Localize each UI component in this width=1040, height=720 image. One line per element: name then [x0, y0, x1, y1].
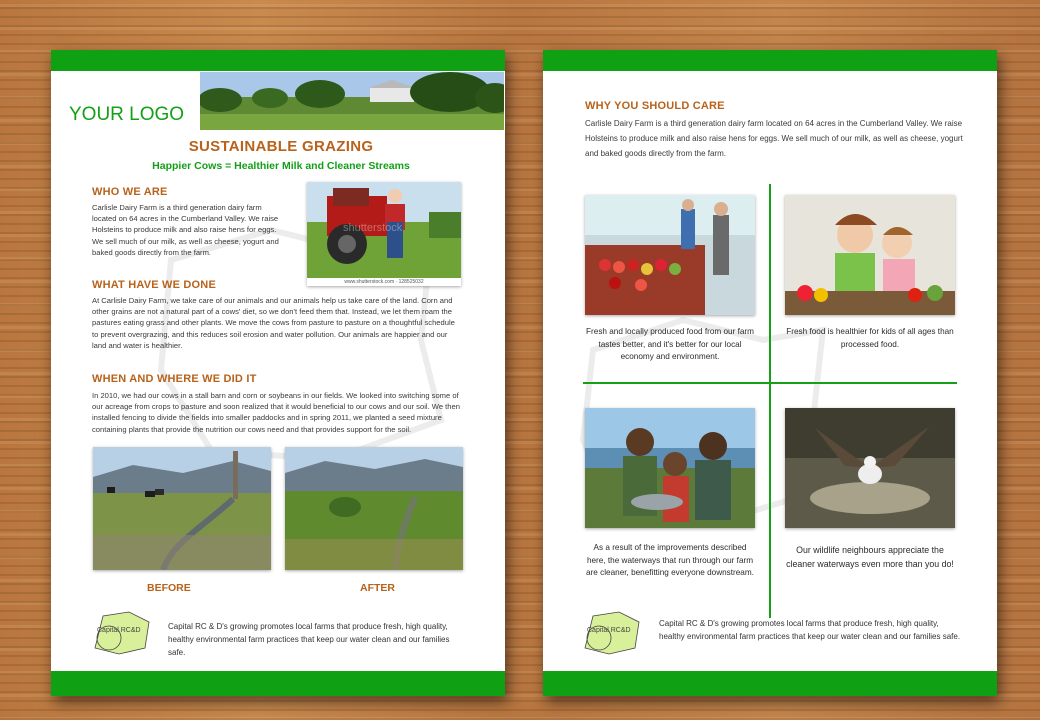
- what-have-we-done-heading: WHAT HAVE WE DONE: [92, 279, 216, 291]
- your-logo-placeholder: YOUR LOGO: [69, 104, 185, 125]
- page-title: SUSTAINABLE GRAZING: [188, 138, 374, 155]
- small-logo-text: Capital RC&D: [587, 627, 631, 634]
- bottom-green-band: [51, 671, 505, 696]
- stock-watermark: shutterstock: [343, 222, 403, 234]
- small-logo-text: Capital RC&D: [97, 627, 141, 634]
- when-and-where-heading: WHEN AND WHERE WE DID IT: [92, 373, 257, 385]
- why-care-intro: Carlisle Dairy Farm is a third generation dairy farm located on 64 acres in the Cumberland Valley. We raise Holsteins to produce milk and also raise hens for eggs. We sell much of our milk, as well as cheese, yogurt and baked goods directly from the farm.: [585, 119, 963, 158]
- who-we-are-text: Carlisle Dairy Farm is a third generation dairy farm located on 64 acres in the Cumberland Valley. We raise Holsteins to produce milk and also raise hens for eggs. We sell much of our milk, as well as cheese, yogurt and baked goods directly from the farm.: [92, 203, 279, 257]
- farmers-market-photo: [585, 195, 755, 315]
- quadrant-text-market: Fresh and locally produced food from our farm tastes better, and it's better for our local economy and environment.: [586, 327, 754, 361]
- grid-divider-vertical: [769, 184, 771, 618]
- quadrant-text-waterways: As a result of the improvements described here, the waterways that run through our farm are cleaner, benefitting everyone downstream.: [586, 543, 754, 577]
- capital-rcd-logo: [579, 608, 649, 663]
- when-and-where-text: In 2010, we had our cows in a stall barn and corn or soybeans in our fields. We looked into switching some of our acreage from crops to pasture and soon realized that it would beneficial to our cows and our soil. We then installed fencing to divide the fields into smaller paddocks and in spring 2011, we planted a seed mixture containing plants that provide the nutrition our cows need and that provides support for the soil.: [92, 391, 460, 434]
- footer-text: Capital RC & D's growing promotes local farms that produce fresh, high quality, healthy environmental farm practices that keep our water clean and our families safe.: [168, 622, 450, 657]
- after-photo: [285, 447, 463, 570]
- bottom-green-band: [543, 671, 997, 696]
- before-label: BEFORE: [147, 582, 191, 594]
- farm-landscape-photo: [200, 72, 504, 130]
- after-label: AFTER: [360, 582, 395, 594]
- top-green-band: [543, 50, 997, 71]
- before-photo: [93, 447, 271, 570]
- capital-rcd-logo: [89, 608, 159, 663]
- photo-credit: www.shutterstock.com · 128525032: [307, 278, 461, 286]
- left-page: [51, 50, 505, 696]
- who-we-are-heading: WHO WE ARE: [92, 186, 168, 198]
- grid-divider-horizontal: [583, 382, 957, 384]
- top-green-band: [51, 50, 505, 71]
- right-page: [543, 50, 997, 696]
- quadrant-text-children: Fresh food is healthier for kids of all ages than processed food.: [786, 327, 954, 349]
- farmer-tractor-photo: [307, 182, 461, 286]
- what-have-we-done-text: At Carlisle Dairy Farm, we take care of our animals and our animals help us take care of the land. Corn and other grains are not a natural part of a cows' diet, so we don't feed them that. Instead, we let them roam the pastures eating grass and other plants. We move the cows from pasture to pasture on a thoughtful schedule to prevent overgrazing, and this reduces soil erosion and water pollution. Our animals are happier and our land and water is healthier.: [92, 296, 455, 350]
- quadrant-text-wildlife: Our wildlife neighbours appreciate the cleaner waterways even more than you do!: [786, 545, 954, 569]
- why-care-heading: WHY YOU SHOULD CARE: [585, 100, 725, 112]
- osprey-photo: [785, 408, 955, 528]
- footer-text: Capital RC & D's growing promotes local farms that produce fresh, high quality, healthy environmental farm practices that keep our water clean and our families safe.: [659, 619, 961, 641]
- page-subtitle: Happier Cows = Healthier Milk and Cleaner Streams: [152, 160, 410, 172]
- children-eating-photo: [785, 195, 955, 315]
- family-fishing-photo: [585, 408, 755, 528]
